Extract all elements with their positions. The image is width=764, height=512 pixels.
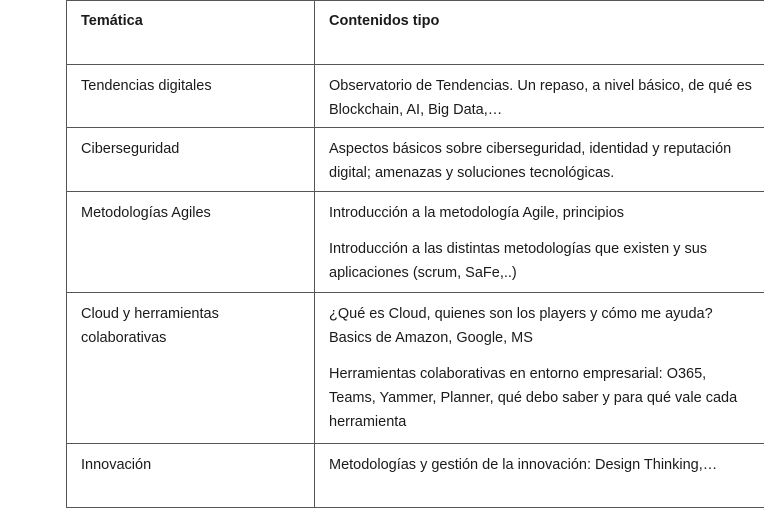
contents-paragraph: Aspectos básicos sobre ciberseguridad, identidad y reputación digital; amenazas y soluciones tecnológicas. bbox=[329, 140, 732, 181]
topic-label: Ciberseguridad bbox=[81, 140, 180, 157]
contents-cell bbox=[315, 292, 764, 443]
topic-cell bbox=[67, 292, 315, 443]
topic-cell bbox=[67, 127, 315, 191]
contents-cell bbox=[315, 127, 764, 191]
header-cell-topic bbox=[67, 1, 315, 65]
table-row bbox=[67, 292, 764, 443]
header-topic: Temática bbox=[81, 13, 143, 29]
topic-cell bbox=[67, 191, 315, 292]
table-row bbox=[67, 191, 764, 292]
contents-cell bbox=[315, 64, 764, 127]
header-contents: Contenidos tipo bbox=[329, 13, 440, 29]
topic-label: Tendencias digitales bbox=[81, 77, 212, 94]
table-row bbox=[67, 64, 764, 127]
topic-cell bbox=[67, 444, 315, 508]
content-table bbox=[66, 0, 764, 508]
header-cell-contents bbox=[315, 1, 764, 65]
topic-cell bbox=[67, 64, 315, 127]
topic-label: Metodologías Agiles bbox=[81, 204, 211, 221]
contents-paragraph: Observatorio de Tendencias. Un repaso, a nivel básico, de qué es Blockchain, AI, Big Data,… bbox=[329, 77, 752, 118]
contents-paragraph: ¿Qué es Cloud, quienes son los players y cómo me ayuda? Basics de Amazon, Google, MS bbox=[329, 305, 713, 346]
contents-paragraph: Introducción a las distintas metodologías que existen y sus aplicaciones (scrum, SaFe,..) bbox=[329, 240, 708, 281]
contents-paragraph: Introducción a la metodología Agile, principios bbox=[329, 204, 625, 221]
contents-paragraph: Herramientas colaborativas en entorno empresarial: O365, Teams, Yammer, Planner, qué debo saber y para qué vale cada herramienta bbox=[329, 365, 738, 430]
table-row bbox=[67, 127, 764, 191]
table-row bbox=[67, 444, 764, 508]
contents-paragraph: Metodologías y gestión de la innovación: Design Thinking,… bbox=[329, 457, 718, 474]
contents-cell bbox=[315, 191, 764, 292]
table-header-row bbox=[67, 1, 764, 65]
topic-label: Cloud y herramientas colaborativas bbox=[81, 305, 219, 346]
topic-label: Innovación bbox=[81, 457, 152, 474]
contents-cell bbox=[315, 444, 764, 508]
